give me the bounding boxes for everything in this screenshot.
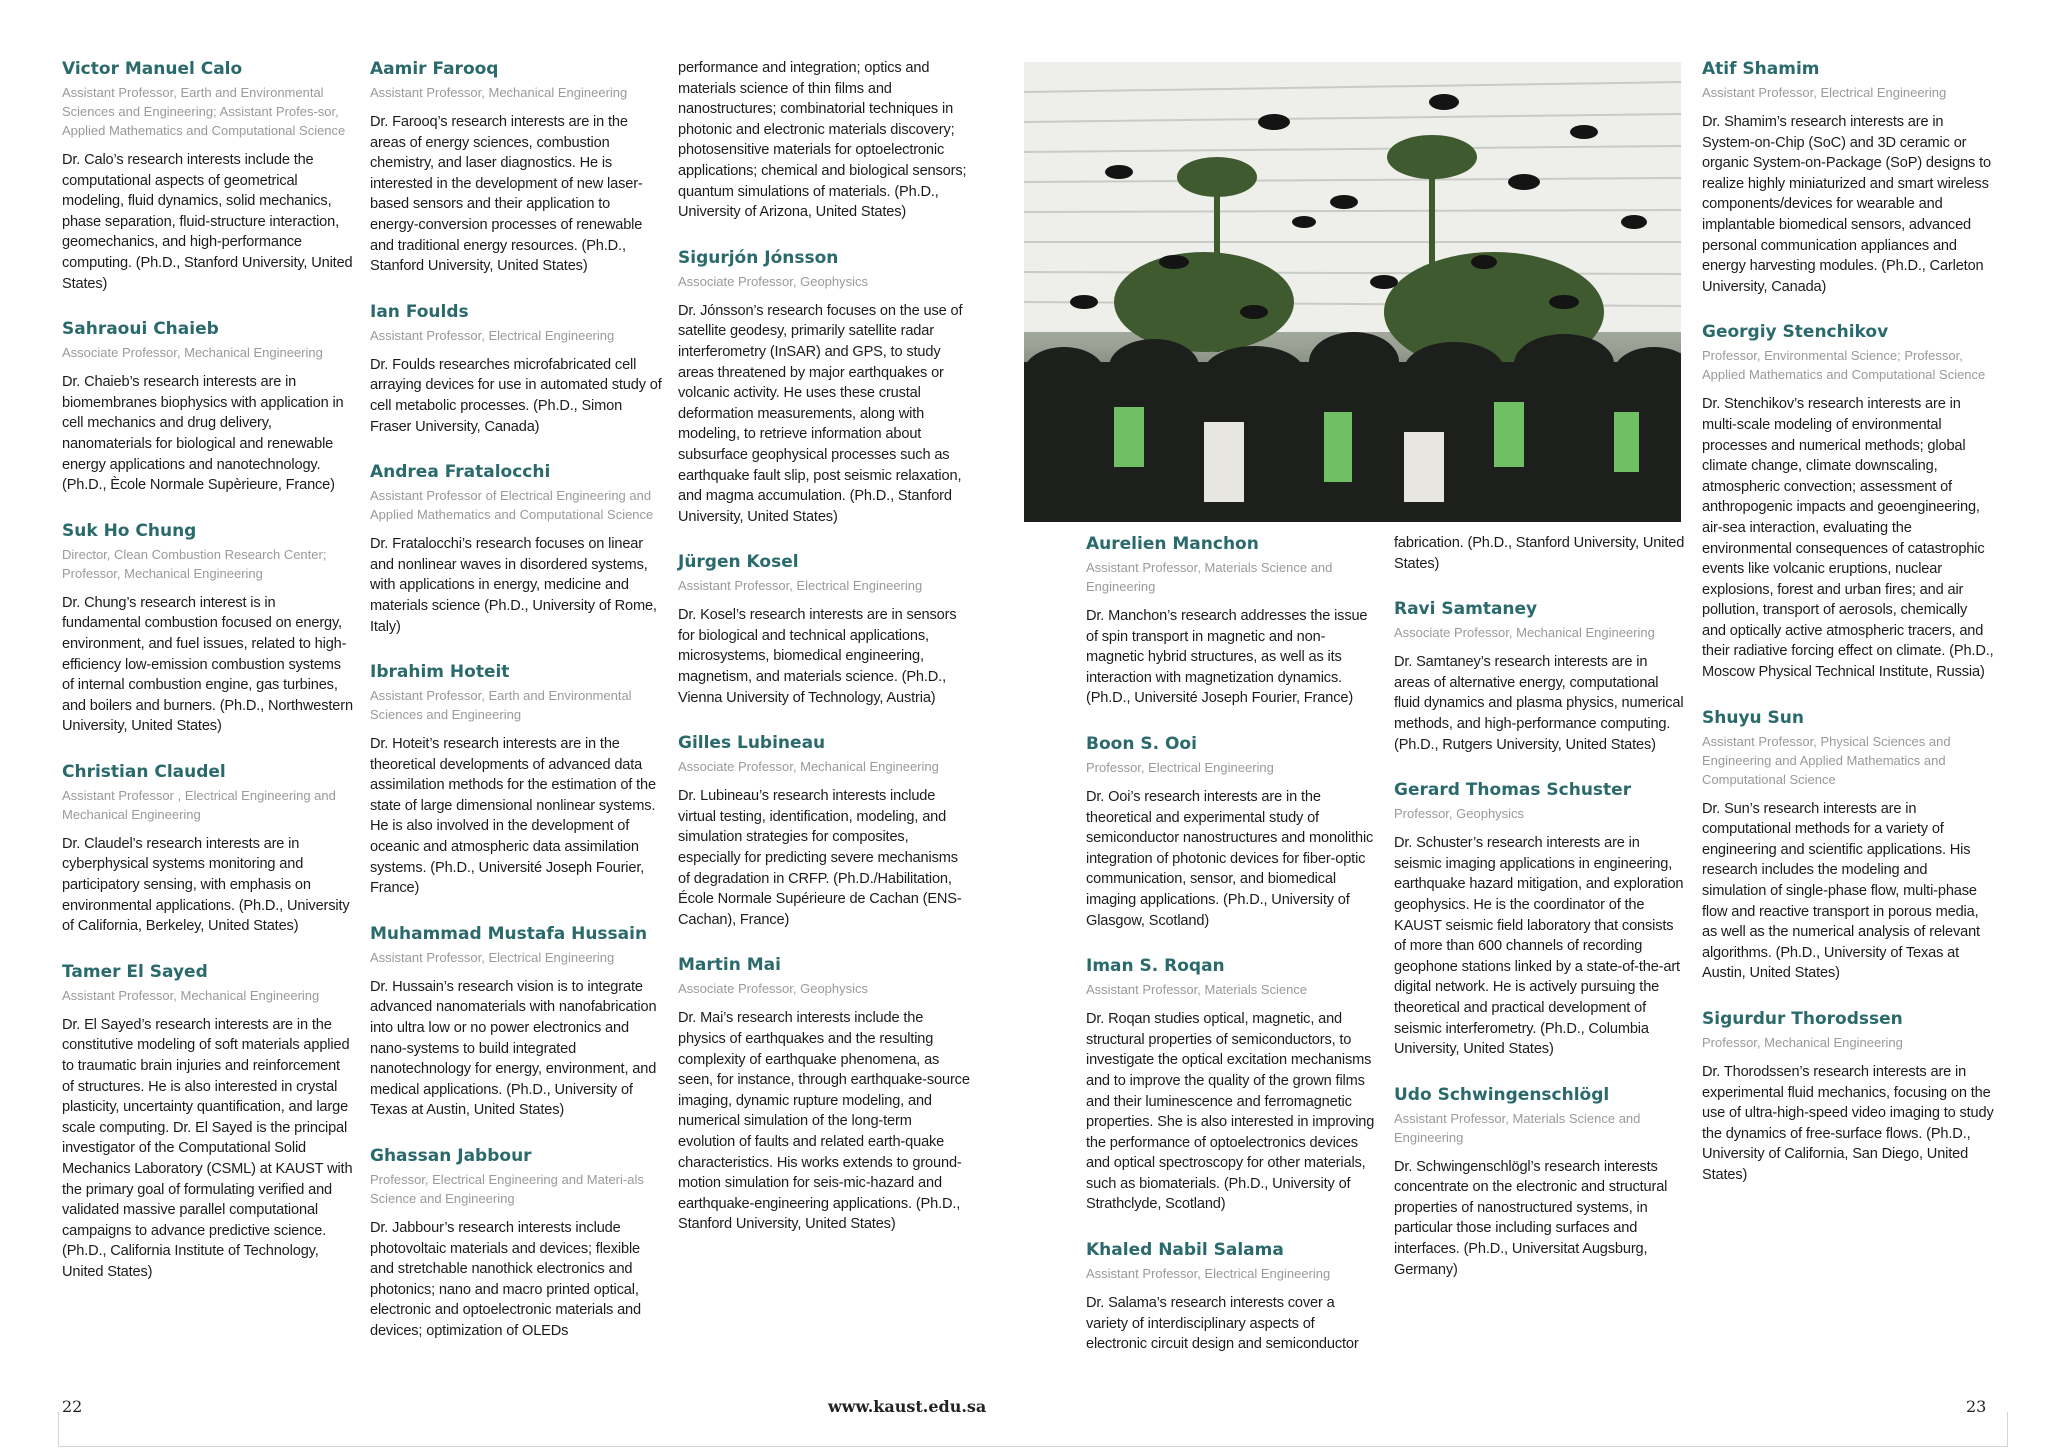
- faculty-role: Associate Professor, Mechanical Engineering: [62, 345, 323, 361]
- faculty-name: Shuyu Sun: [1702, 707, 1804, 728]
- faculty-entry: [1702, 321, 1994, 682]
- faculty-entry: [62, 318, 354, 496]
- faculty-description: Dr. Lubineau’s research interests include virtual testing, identification, modeling, and simulation strategies for composites, especially for predicting severe mechanisms of degradation in CRFP. (Ph.D./Habilitation, École Normale Supérieure de Cachan (ENS-Cachan), France): [678, 788, 962, 928]
- faculty-role: Assistant Professor, Electrical Engineering: [1086, 1266, 1331, 1282]
- continued-text: fabrication. (Ph.D., Stanford University, United States): [1394, 535, 1685, 572]
- faculty-role: Assistant Professor, Electrical Engineering: [678, 578, 923, 594]
- faculty-name: Jürgen Kosel: [678, 552, 799, 573]
- faculty-name: Ian Foulds: [370, 301, 469, 322]
- faculty-role: Assistant Professor, Materials Science: [1086, 982, 1308, 998]
- faculty-role: Associate Professor, Geophysics: [678, 981, 869, 997]
- faculty-description: Dr. Thorodssen’s research interests are in experimental fluid mechanics, focusing on the use of ultra-high-speed video imaging to study the dynamics of free-surface flows. (Ph.D., University of California, San Diego, United States): [1702, 1064, 1994, 1183]
- faculty-name: Suk Ho Chung: [62, 520, 197, 541]
- faculty-role: Assistant Professor, Mechanical Engineering: [370, 85, 628, 100]
- faculty-role: Assistant Professor, Materials Science and Engineering: [1394, 1110, 1641, 1145]
- graduation-photo: [1024, 62, 1681, 522]
- faculty-entry: [678, 247, 970, 528]
- faculty-description: Dr. Schuster’s research interests are in seismic imaging applications in engineering, earthquake hazard mitigation, and exploration geophysics. He is the coordinator of the KAUST seismic field laboratory that consists of more than 600 channels of recording geophone stations linked by a state-of-the-art digital network. He is actively pursuing the theoretical and practical development of seismic interferometry. (Ph.D., Columbia University, United States): [1394, 835, 1684, 1058]
- right-col-3: [1702, 58, 1994, 1210]
- faculty-role: Assistant Professor, Electrical Engineering: [370, 949, 615, 965]
- faculty-entry: [370, 58, 662, 277]
- faculty-name: Muhammad Mustafa Hussain: [370, 923, 648, 944]
- faculty-description: Dr. Kosel’s research interests are in sensors for biological and technical applications, microsystems, biomedical engineering, magnetism, and materials science. (Ph.D., Vienna University of Technology, Austria): [678, 607, 957, 706]
- faculty-description: Dr. Hussain’s research vision is to integrate advanced nanomaterials with nanofabrication into ultra low or no power electronics and nano-systems to build integrated nanotechnology for energy, environment, and medical applications. (Ph.D., University of Texas at Austin, United States): [370, 978, 657, 1119]
- faculty-role: Professor, Electrical Engineering and Materi-als Science and Engineering: [370, 1172, 644, 1206]
- frame-line-left: [58, 1412, 59, 1446]
- faculty-description: Dr. Farooq’s research interests are in the areas of energy sciences, combustion chemistry, and laser diagnostics. He is interested in the development of new laser-based sensors and their application to energy-conversion processes of renewable and traditional energy resources. (Ph.D., Stanford University, United States): [370, 114, 643, 275]
- faculty-name: Boon S. Ooi: [1086, 733, 1197, 754]
- faculty-entry: [678, 551, 970, 708]
- faculty-name: Andrea Fratalocchi: [370, 462, 551, 483]
- faculty-description: Dr. Claudel’s research interests are in cyberphysical systems monitoring and participatory sensing, with emphasis on environmental applications. (Ph.D., University of California, Berkeley, United States): [62, 835, 350, 935]
- faculty-entry: [1394, 779, 1686, 1060]
- faculty-description: Dr. Foulds researches microfabricated cell arraying devices for use in automated study of cell metabolic processes. (Ph.D., Simon Fraser University, Canada): [370, 356, 662, 435]
- page-number-right: 23: [1966, 1397, 1987, 1416]
- faculty-name: Khaled Nabil Salama: [1086, 1240, 1284, 1261]
- faculty-entry: [370, 301, 662, 437]
- faculty-entry: [678, 954, 970, 1235]
- faculty-entry: [1394, 598, 1686, 755]
- left-col-2: [370, 58, 662, 1366]
- faculty-entry: [1086, 1239, 1378, 1355]
- faculty-name: Tamer El Sayed: [62, 961, 208, 982]
- footer-url[interactable]: www.kaust.edu.sa: [828, 1397, 987, 1416]
- faculty-description: Dr. Calo’s research interests include the computational aspects of geometrical modeling, fluid dynamics, solid mechanics, phase separation, fluid-structure interaction, geomechanics, and high-performance computing. (Ph.D., Stanford University, United States): [62, 152, 353, 292]
- faculty-entry: [678, 732, 970, 930]
- faculty-entry: [62, 520, 354, 737]
- faculty-role: Director, Clean Combustion Research Center; Professor, Mechanical Engineering: [62, 546, 327, 581]
- faculty-name: Ibrahim Hoteit: [370, 662, 510, 683]
- faculty-name: Christian Claudel: [62, 761, 226, 782]
- faculty-entry: [1086, 955, 1378, 1215]
- faculty-name: Sahraoui Chaieb: [62, 319, 219, 340]
- right-col-1: [1086, 533, 1378, 1379]
- faculty-role: Assistant Professor, Earth and Environmental Sciences and Engineering: [370, 688, 632, 723]
- faculty-role: Assistant Professor, Mechanical Engineering: [62, 987, 320, 1003]
- faculty-role: Assistant Professor, Earth and Environmental Sciences and Engineering; Assistant Profes-sor, Applied Mathematics and Computational Science: [62, 85, 346, 138]
- faculty-role: Associate Professor, Mechanical Engineering: [678, 759, 939, 775]
- page-number-left: 22: [62, 1397, 83, 1416]
- faculty-entry: [370, 1145, 662, 1342]
- left-col-3: [678, 58, 970, 1259]
- faculty-role: Assistant Professor, Electrical Engineering: [1702, 85, 1947, 100]
- faculty-entry: [370, 661, 662, 899]
- faculty-description: Dr. El Sayed’s research interests are in the constitutive modeling of soft materials applied to traumatic brain injuries and reinforcement of structures. He is also interested in crystal plasticity, uncertainty quantification, and large scale computing. Dr. El Sayed is the principal investigator of the Computational Solid Mechanics Laboratory (CSML) at KAUST with the primary goal of formulating verified and validated massive parallel computational campaigns to advance predictive science. (Ph.D., California Institute of Technology, United States): [62, 1016, 353, 1280]
- faculty-name: Iman S. Roqan: [1086, 956, 1225, 977]
- faculty-name: Gilles Lubineau: [678, 733, 826, 754]
- faculty-name: Aurelien Manchon: [1086, 534, 1259, 554]
- faculty-role: Professor, Electrical Engineering: [1086, 759, 1274, 775]
- faculty-name: Georgiy Stenchikov: [1702, 322, 1889, 343]
- faculty-role: Professor, Mechanical Engineering: [1702, 1035, 1903, 1050]
- faculty-entry: [1394, 1084, 1686, 1281]
- faculty-role: Assistant Professor , Electrical Engineering and Mechanical Engineering: [62, 787, 336, 822]
- faculty-name: Atif Shamim: [1702, 59, 1820, 79]
- faculty-description: Dr. Manchon’s research addresses the issue of spin transport in magnetic and non-magnetic hybrid structures, as well as its interaction with magnetization dynamics. (Ph.D., Université Joseph Fourier, France): [1086, 608, 1368, 707]
- faculty-name: Sigurjón Jónsson: [678, 247, 839, 268]
- faculty-description: Dr. Ooi’s research interests are in the theoretical and experimental study of semiconductor nanostructures and monolithic integration of photonic devices for fiber-optic communication, sensor, and biomedical imaging applications. (Ph.D., University of Glasgow, Scotland): [1086, 788, 1374, 929]
- frame-line-bottom: [58, 1446, 2008, 1447]
- faculty-name: Udo Schwingenschlögl: [1394, 1084, 1610, 1105]
- faculty-description: Dr. Chung’s research interest is in fundamental combustion focused on energy, environment, and fuel issues, related to high-efficiency low-emission combustion systems of internal combustion engine, gas turbines, and boilers and burners. (Ph.D., Northwestern University, United States): [62, 594, 353, 735]
- faculty-description: Dr. Hoteit’s research interests are in the theoretical developments of advanced data assimilation methods for the estimation of the state of large dimensional nonlinear systems. He is also involved in the development of oceanic and atmospheric data assimilation systems. (Ph.D., Université Joseph Fourier, France): [370, 736, 656, 897]
- faculty-name: Ghassan Jabbour: [370, 1146, 532, 1166]
- faculty-role: Associate Professor, Geophysics: [678, 273, 869, 289]
- faculty-role: Assistant Professor of Electrical Engineering and Applied Mathematics and Computational Science: [370, 488, 654, 523]
- faculty-description: Dr. Fratalocchi’s research focuses on linear and nonlinear waves in disordered systems, with applications in energy, medicine and materials science (Ph.D., University of Rome, Italy): [370, 536, 657, 635]
- faculty-entry: [1702, 58, 1994, 297]
- faculty-name: Aamir Farooq: [370, 59, 499, 79]
- faculty-entry: [62, 761, 354, 937]
- faculty-entry: [1702, 1008, 1994, 1186]
- faculty-entry: [1702, 707, 1994, 984]
- faculty-name: Gerard Thomas Schuster: [1394, 780, 1632, 801]
- faculty-role: Assistant Professor, Electrical Engineering: [370, 327, 615, 343]
- faculty-description: Dr. Sun’s research interests are in computational methods for a variety of engineering and scientific applications. His research includes the modeling and simulation of single-phase flow, multi-phase flow and reactive transport in porous media, as well as the numerical analysis of relevant algorithms. (Ph.D., University of Texas at Austin, United States): [1702, 800, 1980, 982]
- faculty-entry: [1086, 533, 1378, 709]
- right-col-2: [1394, 533, 1686, 1304]
- faculty-entry: [370, 923, 662, 1121]
- faculty-name: Victor Manuel Calo: [62, 59, 243, 79]
- faculty-name: Sigurdur Thorodssen: [1702, 1009, 1903, 1029]
- faculty-entry: [370, 461, 662, 637]
- faculty-description: Dr. Stenchikov’s research interests are in multi-scale modeling of environmental processes and numerical methods; global climate change, climate downscaling, atmospheric convection; assessment of anthropogenic impacts and geoengineering, air-sea interaction, evaluating the environmental consequences of catastrophic events like volcanic eruptions, nuclear explosions, forest and urban fires; and air pollution, transport of aerosols, chemically and optically active atmospheric tracers, and their radiative forcing effect on climate. (Ph.D., Moscow Physical Technical Institute, Russia): [1702, 396, 1994, 681]
- faculty-description: Dr. Roqan studies optical, magnetic, and structural properties of semiconductors, to investigate the optical excitation mechanisms and to improve the quality of the grown films and their luminescence and ferromagnetic properties. She is also interested in improving the performance of optoelectronics devices and optical spectroscopy for other materials, such as biomaterials. (Ph.D., University of Strathclyde, Scotland): [1086, 1011, 1375, 1213]
- faculty-description: Dr. Chaieb’s research interests are in biomembranes biophysics with application in cell mechanics and drug delivery, nanomaterials for biological and renewable energy applications and nanotechnology. (Ph.D., Ècole Normale Supèrieure, France): [62, 374, 344, 494]
- faculty-description: Dr. Jónsson’s research focuses on the use of satellite geodesy, primarily satellite radar interferometry (InSAR) and GPS, to study areas threatened by major earthquakes or volcanic activity. He uses these crustal deformation measurements, along with modeling, to retrieve information about subsurface geophysical processes such as earthquake fault slip, post seismic relaxation, and magma accumulation. (Ph.D., Stanford University, United States): [678, 302, 963, 525]
- faculty-name: Martin Mai: [678, 955, 781, 976]
- faculty-description: Dr. Shamim’s research interests are in System-on-Chip (SoC) and 3D ceramic or organic System-on-Package (SoP) designs to realize highly miniaturized and smart wireless components/devices for wearable and implantable biomedical sensors, advanced personal communication appliances and energy harvesting modules. (Ph.D., Carleton University, Canada): [1702, 114, 1991, 295]
- left-col-1: [62, 58, 354, 1307]
- faculty-role: Professor, Geophysics: [1394, 806, 1525, 822]
- faculty-role: Assistant Professor, Materials Science and Engineering: [1086, 560, 1333, 594]
- faculty-description: Dr. Schwingenschlögl’s research interests concentrate on the electronic and structural properties of nanostructured systems, in particular those including surfaces and interfaces. (Ph.D., Universitat Augsburg, Germany): [1394, 1158, 1668, 1278]
- faculty-description: Dr. Salama’s research interests cover a variety of interdisciplinary aspects of electronic circuit design and semiconductor: [1086, 1295, 1359, 1353]
- frame-line-right: [2007, 1412, 2008, 1446]
- faculty-description: Dr. Samtaney’s research interests are in areas of alternative energy, computational fluid dynamics and plasma physics, numerical methods, and high-performance computing. (Ph.D., Rutgers University, United States): [1394, 654, 1684, 753]
- faculty-description: Dr. Mai’s research interests include the physics of earthquakes and the resulting complexity of earthquake phenomena, as seen, for instance, through earthquake-source imaging, dynamic rupture modeling, and numerical simulation of the long-term evolution of faults and related earth-quake characteristics. His works extends to ground-motion simulation for seis-mic-hazard and earthquake-engineering applications. (Ph.D., Stanford University, United States): [678, 1010, 970, 1233]
- faculty-role: Associate Professor, Mechanical Engineering: [1394, 625, 1655, 641]
- continued-text: performance and integration; optics and materials science of thin films and nanostructures; combinatorial techniques in photonic and electronic materials discovery; photosensitive materials for optoelectronic applications; chemical and biological sensors; quantum simulations of materials. (Ph.D., University of Arizona, United States): [678, 60, 967, 221]
- faculty-entry: [62, 58, 354, 294]
- faculty-role: Professor, Environmental Science; Professor, Applied Mathematics and Computational Science: [1702, 348, 1986, 383]
- faculty-entry: [1086, 733, 1378, 931]
- faculty-description: Dr. Jabbour’s research interests include photovoltaic materials and devices; flexible and stretchable nanothick electronics and photonics; nano and macro printed optical, electronic and optoelectronic materials and devices; optimization of OLEDs: [370, 1220, 641, 1339]
- faculty-entry: [62, 961, 354, 1283]
- faculty-name: Ravi Samtaney: [1394, 599, 1538, 620]
- faculty-role: Assistant Professor, Physical Sciences and Engineering and Applied Mathematics and Computational Science: [1702, 733, 1951, 787]
